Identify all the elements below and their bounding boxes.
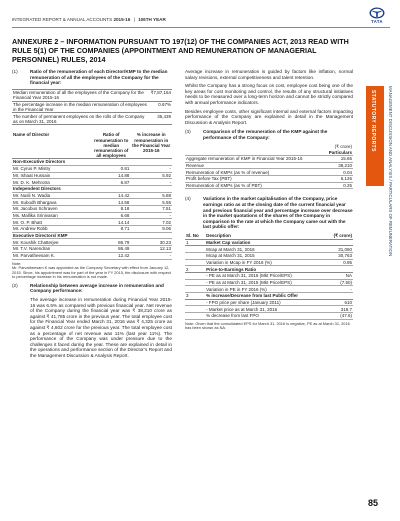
table-row: [185, 155, 353, 162]
director-increase: -: [130, 212, 172, 219]
table-row: [185, 246, 353, 253]
row-sl: [185, 313, 205, 320]
section-heading: Comparison of the remuneration of the KMP against the performance of the Company:: [203, 129, 328, 140]
table-row: [12, 226, 172, 233]
row-sl: [185, 279, 205, 286]
director-ratio: 6.68: [92, 212, 130, 219]
tata-logo: [364, 7, 390, 27]
director-name: Mr. Andrew Robb: [12, 226, 92, 233]
group-name: Non-Executive Directors: [12, 159, 172, 166]
row-description: Variation in Mcap in FY 2016 (%): [205, 259, 323, 266]
header-separator: |: [133, 17, 135, 22]
row-value: 15.65: [333, 155, 353, 162]
director-ratio: 86.79: [92, 239, 130, 246]
market-variation-table: [185, 233, 353, 320]
row-description: Price-to-Earnings Ratio: [205, 266, 323, 273]
row-value: 319.7: [323, 306, 353, 313]
director-ratio: 14.88: [92, 172, 130, 179]
section-number: (4): [185, 196, 191, 202]
director-increase: 5.55: [130, 199, 172, 206]
right-column: [185, 69, 353, 334]
director-increase: -: [130, 179, 172, 186]
col-header-name: Name of Director: [12, 132, 92, 159]
row-value: NA: [323, 273, 353, 280]
col-header-ratio: Ratio of remuneration to median remuneration of all employees: [92, 132, 130, 159]
row-label: The number of permanent employees on the rolls of the Company as on March 31, 2016: [12, 113, 150, 125]
row-label: The percentage increase in the median remuneration of employees in the Financial Year: [12, 101, 150, 113]
row-label: Remuneration of KMPs (as % of PBT): [185, 182, 333, 189]
section-number: (2): [12, 282, 18, 288]
row-sl: [185, 286, 205, 293]
group-header-row: [12, 185, 172, 192]
group-header-row: [12, 159, 172, 166]
table-row: [185, 293, 353, 300]
col-header-description: Description: [205, 233, 323, 239]
intro-paragraph: Whilst the Company has a strong focus on cost, employee cost being one of the key areas for cost monitoring and control, the results of any structural initiatives needs to be measured over a long-term horizon and cannot be strictly compared with annual performance indicators.: [185, 83, 353, 105]
table-row: [12, 165, 172, 172]
section-3-heading: [185, 129, 353, 140]
section-1-heading: [12, 69, 172, 86]
table-row: [12, 239, 172, 246]
table-header-row: [12, 132, 172, 159]
table-row: [12, 192, 172, 199]
side-section-text: MANAGEMENT DISCUSSION AND ANALYSIS / PARTICULARS OF REMUNERATION: [388, 86, 393, 257]
table-row: [12, 252, 172, 259]
row-sl: 1: [185, 239, 205, 246]
director-ratio: 12.42: [92, 252, 130, 259]
row-label: Aggregate remuneration of KMP in Financial Year 2015-16: [185, 155, 333, 162]
row-value: 38,210: [333, 162, 353, 169]
section-heading: Ratio of the remuneration of each Director/KMP to the median remuneration of all the employees of the Company for the financial year:: [30, 69, 168, 86]
row-label: Median remuneration of all the employees of the Company for the Financial Year 2015-16: [12, 89, 150, 101]
row-label: Profit before Tax (PBT): [185, 175, 333, 182]
table-row: [12, 206, 172, 213]
table-row: [12, 172, 172, 179]
director-increase: 12.13: [130, 246, 172, 253]
header-year: 2015-16: [113, 17, 131, 22]
section-1-note: Note: Mr. Parvatheesam K was appointed as the Company Secretary with effect from January 12, 2015. Since, his appointment was for part of the year in FY 2015, the disclosure with respect to percentage increase in his remuneration is not made.: [12, 260, 171, 280]
director-increase: 7.02: [130, 219, 172, 226]
col-header-increase: % increase in remuneration in the Financial Year 2015-16: [130, 132, 172, 159]
director-name: Ms. Mallika Srinivasan: [12, 212, 92, 219]
section-4-note: Note: Given that the consolidated EPS for March 31, 2016 is negative, PE as at March 31, 2016 has been shown as NA.: [185, 320, 350, 331]
director-name: Mr. D. K. Mehrotra: [12, 179, 92, 186]
group-name: Independent Directors: [12, 185, 172, 192]
left-column: [12, 69, 172, 362]
section-4-heading: [185, 196, 353, 230]
group-header-row: [12, 232, 172, 239]
side-tab-label: STATUTORY REPORTS: [370, 90, 376, 152]
table-row: [185, 273, 353, 280]
row-value: -: [323, 286, 353, 293]
row-value: [323, 266, 353, 273]
director-name: Mr. Jacobus Schraven: [12, 206, 92, 213]
row-label: Remuneration of KMPs (as % of revenue): [185, 169, 333, 176]
row-sl: [185, 306, 205, 313]
col-header-particulars: Particulars: [185, 149, 353, 155]
row-sl: [185, 246, 205, 253]
director-increase: 30.23: [130, 239, 172, 246]
section-2-body: The average increase in remuneration during Financial Year 2015-16 was 6.5% as compared with previous financial year. Net revenue of the Company during the financial year was ₹ 38,210 crore as against ₹ 41,785 crore in the previous year. The total employee cost for the Financial Year ended March 31, 2016 was ₹ 4,325 crore as against ₹ 4,602 crore for the previous year. The total employee cost as a percentage of net revenue was 11% (last year 11%). The performance of the Company was under pressure due to the challenges it faced during the year. These are explained in detail in the operations and performance section of the Director’s Report and the Management Discussion & Analysis Report.: [30, 297, 172, 358]
intro-paragraph: Average increase in remuneration is guided by factors like inflation, normal salary revisions, external competitiveness and talent retention.: [185, 69, 353, 80]
col-header-sl: Sl. No: [185, 233, 205, 239]
row-value: 0.95: [323, 259, 353, 266]
section-heading: Relationship between average increase in remuneration and Company performance:: [30, 282, 164, 294]
director-increase: -: [130, 252, 172, 259]
director-name: Mr. T.V. Narendran: [12, 246, 92, 253]
row-value: 35,439: [150, 113, 172, 125]
header-text: [12, 17, 166, 22]
intro-paragraph: Besides employee costs, other significant internal and external factors impacting performance of the Company are explained in detail in the Management Discussion & Analysis Report.: [185, 108, 353, 125]
director-name: Mr. Subodh Bhargava: [12, 199, 92, 206]
side-tab: [366, 86, 384, 186]
table-row: [12, 246, 172, 253]
director-remuneration-table: [12, 132, 172, 259]
table-row: [185, 182, 353, 189]
table-row: [185, 259, 353, 266]
director-increase: 9.06: [130, 226, 172, 233]
row-value: (47.6): [323, 313, 353, 320]
director-increase: 5.88: [130, 192, 172, 199]
section-heading: Variations in the market capitalisation of the Company, price earnings ratio as at the closing date of the current financial year and previous financial year and percentage increase over decrease in the market quotations of the shares of the Company in comparison to the rate at which the Company came out with the last public offer:: [203, 196, 353, 230]
director-increase: 5.92: [130, 172, 172, 179]
table-row: [185, 266, 353, 273]
director-name: Mr. Ishaat Hussain: [12, 172, 92, 179]
median-remuneration-table: [12, 89, 172, 125]
row-value: 31,060: [323, 246, 353, 253]
section-number: (1): [12, 69, 18, 74]
row-description: - PE as at March 31, 2015 (Mkt Price/EPS): [205, 279, 323, 286]
director-name: Mr. Koushik Chatterjee: [12, 239, 92, 246]
row-sl: 3: [185, 293, 205, 300]
row-value: 0.04: [333, 169, 353, 176]
table-row: [185, 299, 353, 306]
table-row: [12, 199, 172, 206]
row-description: - PE as at March 31, 2016 (Mkt Price/EPS): [205, 273, 323, 280]
table-row: [12, 89, 172, 101]
director-ratio: 6.87: [92, 179, 130, 186]
row-label: Revenue: [185, 162, 333, 169]
row-sl: 2: [185, 266, 205, 273]
director-ratio: 8.18: [92, 206, 130, 213]
director-ratio: 14.14: [92, 219, 130, 226]
director-increase: -: [130, 165, 172, 172]
row-description: - FPO price per share (January 2011): [205, 299, 323, 306]
row-value: (7.50): [323, 279, 353, 286]
section-2-heading: [12, 283, 172, 294]
director-name: Mr. O. P. Bhatt: [12, 219, 92, 226]
director-increase: 7.51: [130, 206, 172, 213]
director-name: Mr. Parvatheesam K.: [12, 252, 92, 259]
director-ratio: 86.49: [92, 246, 130, 253]
row-value: 610: [323, 299, 353, 306]
table-row: [12, 219, 172, 226]
table-row: [12, 113, 172, 125]
director-name: Mr. Nusli N. Wadia: [12, 192, 92, 199]
row-value: [323, 293, 353, 300]
page-header: [12, 6, 390, 28]
table-row: [185, 252, 353, 259]
page-title: ANNEXURE 2 – INFORMATION PURSUANT TO 197(12) OF THE COMPANIES ACT, 2013 READ WITH RULE 5(1) OF THE COMPANIES (APPOINTMENT AND REMUNERATION OF MANAGERIAL PERSONNEL) RULES, 2014: [12, 37, 349, 64]
row-value: 6,126: [333, 175, 353, 182]
row-description: Market Cap variation: [205, 239, 323, 246]
table-row: [185, 279, 353, 286]
tata-logo-text: TATA: [371, 19, 383, 24]
table-row: [185, 306, 353, 313]
tata-logo-icon: [369, 7, 385, 19]
table-row: [185, 313, 353, 320]
table-row: [185, 286, 353, 293]
kmp-comparison-table: [185, 144, 353, 190]
row-description: Mcap at March 31, 2015: [205, 252, 323, 259]
table-row: [185, 175, 353, 182]
row-description: % decrease from last FPO: [205, 313, 323, 320]
row-description: % increase/Decrease from last Public Offer: [205, 293, 323, 300]
table-row: [12, 101, 172, 113]
header-report: INTEGRATED REPORT & ANNUAL ACCOUNTS: [12, 17, 113, 22]
director-ratio: 14.58: [92, 199, 130, 206]
row-description: Variation in PE in FY 2016 (%): [205, 286, 323, 293]
row-value: 0.67%: [150, 101, 172, 113]
row-description: Mcap at March 31, 2016: [205, 246, 323, 253]
row-description: - Market price as at March 31, 2016: [205, 306, 323, 313]
table-row: [12, 212, 172, 219]
row-sl: [185, 299, 205, 306]
director-ratio: 14.42: [92, 192, 130, 199]
table-row: [185, 169, 353, 176]
row-sl: [185, 259, 205, 266]
header-edition: 106TH YEAR: [138, 17, 166, 22]
table-row: [185, 239, 353, 246]
row-sl: [185, 273, 205, 280]
director-ratio: 8.71: [92, 226, 130, 233]
table-row: [185, 162, 353, 169]
unit-label: (₹ crore): [334, 143, 352, 149]
row-value: [323, 239, 353, 246]
row-value: ₹7,87,164: [150, 89, 172, 101]
table-row: [12, 179, 172, 186]
row-value: 30,763: [323, 252, 353, 259]
group-name: Executive Directors/ KMP: [12, 232, 172, 239]
col-header-unit: (₹ crore): [323, 233, 353, 239]
section-number: (3): [185, 129, 191, 135]
row-sl: [185, 252, 205, 259]
director-ratio: 0.81: [92, 165, 130, 172]
page-number: 85: [368, 498, 379, 508]
row-value: 0.25: [333, 182, 353, 189]
director-name: Mr. Cyrus P. Mistry: [12, 165, 92, 172]
